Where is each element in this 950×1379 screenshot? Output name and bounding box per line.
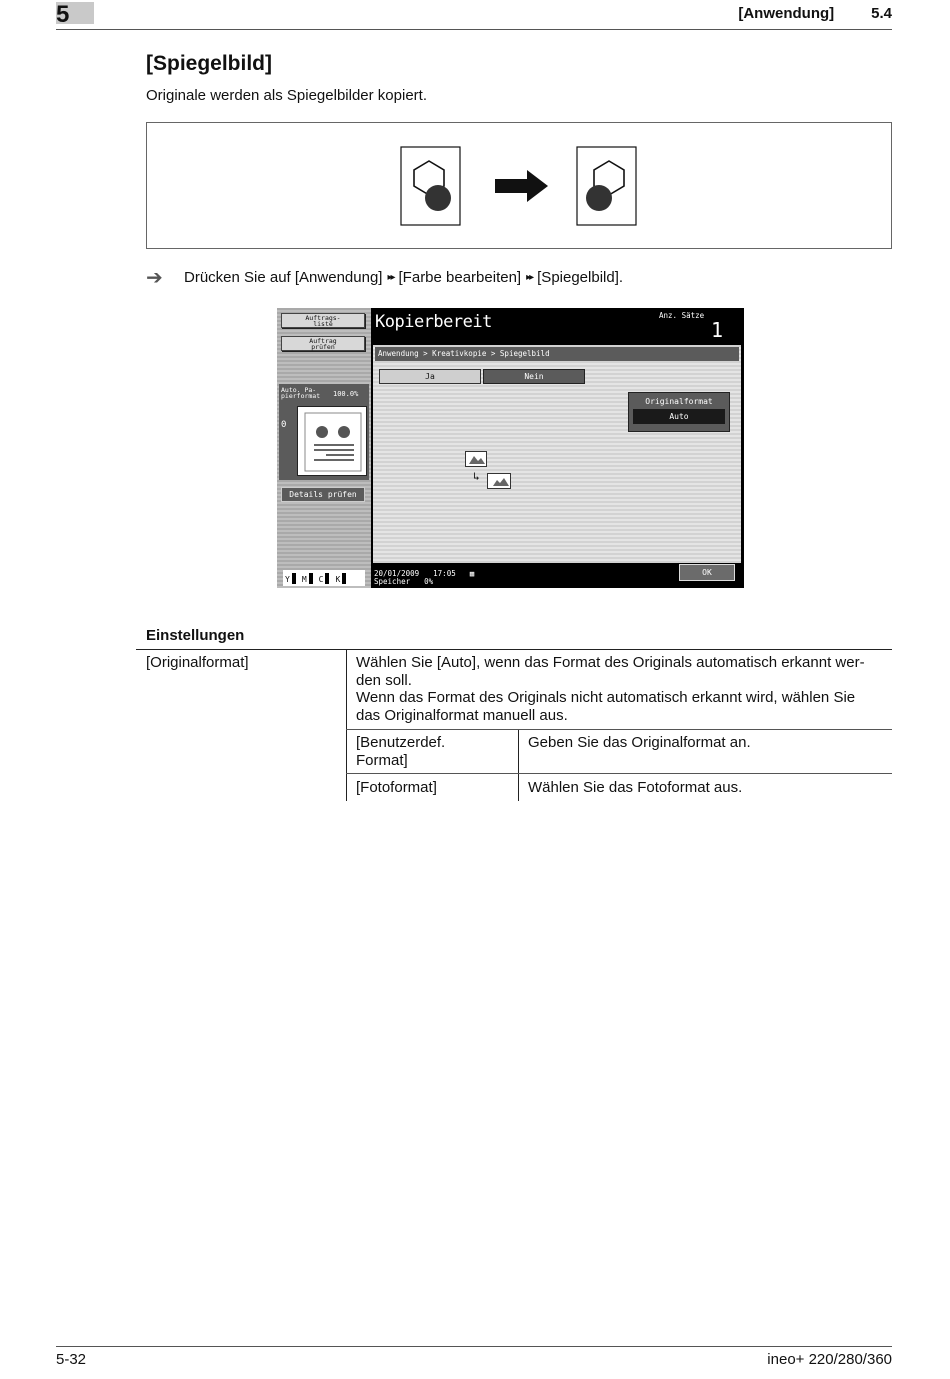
row-divider [346,729,892,730]
toner-m-label: M [301,575,307,584]
step-separator-icon: ▸▸ [387,272,394,283]
step-suffix: [Spiegelbild]. [537,269,624,286]
memory-label: Speicher [374,577,411,586]
column-divider [518,729,519,801]
toner-levels [283,570,365,586]
intro-text: Originale werden als Spiegelbilder kopiert. [146,87,427,104]
toner-y-label: Y [285,575,290,584]
no-button[interactable]: Nein [483,369,585,384]
network-icon: ▦ [469,569,475,578]
description-line: Wenn das Format des Originals nicht automatisch erkannt wird, wählen Sie [356,689,856,706]
screen-main-pane [373,345,741,563]
original-format-button[interactable] [628,392,730,432]
page-number: 5-32 [56,1351,87,1368]
instruction-step [146,265,623,290]
toner-k-label: K [335,575,341,584]
mirrored-image-icon [487,473,511,489]
screen-breadcrumb: Anwendung > Kreativkopie > Spiegelbild [375,347,739,361]
section-name: [Anwendung] [738,5,835,22]
setting-name: [Originalformat] [146,654,249,671]
sub-setting-description: Geben Sie das Originalformat an. [528,734,751,751]
screen-title: Kopierbereit [375,312,492,332]
paper-format-label: Auto. Pa- pierformat [281,386,321,400]
toner-bar [292,573,296,584]
copies-label: Anz. Sätze [659,311,705,320]
check-job-button[interactable]: Auftrag prüfen [281,336,365,351]
screen-topbar [371,308,744,344]
step-prefix: Drücken Sie auf [Anwendung] [184,269,383,286]
step-arrow-icon: ➔ [146,267,163,289]
sub-setting-name-line: Format] [356,751,408,769]
description-line: das Originalformat manuell aus. [356,706,568,724]
step-separator-icon: ▸▸ [526,272,533,283]
toner-c-label: C [318,575,324,584]
toner-bar [325,573,329,584]
sub-setting-description: Wählen Sie das Fotoformat aus. [528,779,743,796]
screen-sidebar [277,308,371,588]
section-number: 5.4 [871,5,892,22]
mirror-arrow-icon: ↳ [473,470,480,483]
preview-thumbnail [297,406,367,476]
mirrored-page-icon [577,147,636,225]
original-image-icon [465,451,487,467]
job-list-button[interactable]: Auftrags- liste [281,313,365,328]
product-name: ineo+ 220/280/360 [767,1351,892,1368]
sub-setting-name: [Fotoformat] [356,779,437,796]
description-line: den soll. [356,671,412,689]
page-title: [Spiegelbild] [146,52,272,75]
copy-count-indicator: 0 [281,420,287,430]
right-arrow-icon [495,170,548,202]
status-time: 17:05 [433,569,456,578]
row-divider [346,773,892,774]
column-divider [346,649,347,801]
header-rule [56,29,892,30]
chapter-number: 5 [56,1,70,28]
zoom-value: 100.0% [333,390,359,398]
paper-panel [279,384,369,480]
toner-bar [342,573,346,584]
copies-value: 1 [711,318,724,342]
original-format-label: Originalformat [645,397,713,406]
toner-bar [309,573,313,584]
running-header [738,5,892,22]
sub-setting-name-line: [Benutzerdef. [356,734,446,751]
mirror-illustration [146,122,892,249]
original-page-icon [401,147,460,225]
details-button[interactable]: Details prüfen [281,487,365,502]
original-format-value: Auto [633,409,725,424]
sub-setting-name [356,734,445,769]
device-screen [277,308,744,588]
memory-value: 0% [424,577,434,586]
yes-button[interactable]: Ja [379,369,481,384]
screen-status-bar [371,564,671,588]
description-line: Wählen Sie [Auto], wenn das Format des Originals automatisch erkannt wer- [356,654,865,671]
settings-heading: Einstellungen [146,627,245,644]
ok-button[interactable]: OK [679,564,735,581]
footer-rule [56,1346,892,1347]
setting-description [356,654,865,724]
table-top-rule [136,649,892,650]
step-middle: [Farbe bearbeiten] [398,269,522,286]
status-date: 20/01/2009 [374,569,420,578]
